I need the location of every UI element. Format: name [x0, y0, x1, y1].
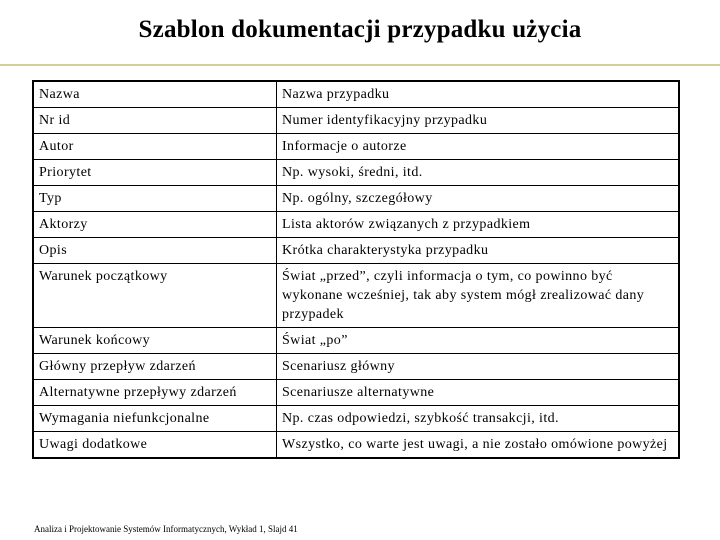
table-row	[33, 212, 679, 238]
row-label: Typ	[33, 186, 277, 212]
table-row	[33, 186, 679, 212]
table-row	[33, 160, 679, 186]
row-label: Alternatywne przepływy zdarzeń	[33, 380, 277, 406]
row-label: Nr id	[33, 108, 277, 134]
title-divider	[0, 64, 720, 66]
row-label: Warunek początkowy	[33, 264, 277, 328]
row-value: Świat „przed”, czyli informacja o tym, co powinno być wykonane wcześniej, tak aby system mógł zrealizować dany przypadek	[277, 264, 680, 328]
table-row	[33, 81, 679, 108]
row-label: Opis	[33, 238, 277, 264]
row-label: Warunek końcowy	[33, 328, 277, 354]
use-case-template-table	[32, 80, 680, 459]
table-row	[33, 238, 679, 264]
table-row	[33, 354, 679, 380]
slide-footer: Analiza i Projektowanie Systemów Informatycznych, Wykład 1, Slajd 41	[34, 524, 298, 534]
row-label: Uwagi dodatkowe	[33, 432, 277, 459]
row-label: Wymagania niefunkcjonalne	[33, 406, 277, 432]
table-row	[33, 328, 679, 354]
row-value: Np. czas odpowiedzi, szybkość transakcji, itd.	[277, 406, 680, 432]
row-label: Autor	[33, 134, 277, 160]
row-label: Aktorzy	[33, 212, 277, 238]
row-value: Scenariusz główny	[277, 354, 680, 380]
row-value: Np. wysoki, średni, itd.	[277, 160, 680, 186]
table-row	[33, 134, 679, 160]
row-value: Krótka charakterystyka przypadku	[277, 238, 680, 264]
table-row	[33, 264, 679, 328]
table-row	[33, 108, 679, 134]
row-value: Np. ogólny, szczegółowy	[277, 186, 680, 212]
row-value: Scenariusze alternatywne	[277, 380, 680, 406]
table-row	[33, 432, 679, 459]
table-row	[33, 406, 679, 432]
row-label: Nazwa	[33, 81, 277, 108]
slide-title: Szablon dokumentacji przypadku użycia	[138, 16, 582, 43]
row-value: Informacje o autorze	[277, 134, 680, 160]
row-label: Priorytet	[33, 160, 277, 186]
row-value: Lista aktorów związanych z przypadkiem	[277, 212, 680, 238]
row-value: Nazwa przypadku	[277, 81, 680, 108]
row-label: Główny przepływ zdarzeń	[33, 354, 277, 380]
row-value: Wszystko, co warte jest uwagi, a nie zostało omówione powyżej	[277, 432, 680, 459]
row-value: Numer identyfikacyjny przypadku	[277, 108, 680, 134]
row-value: Świat „po”	[277, 328, 680, 354]
table-row	[33, 380, 679, 406]
